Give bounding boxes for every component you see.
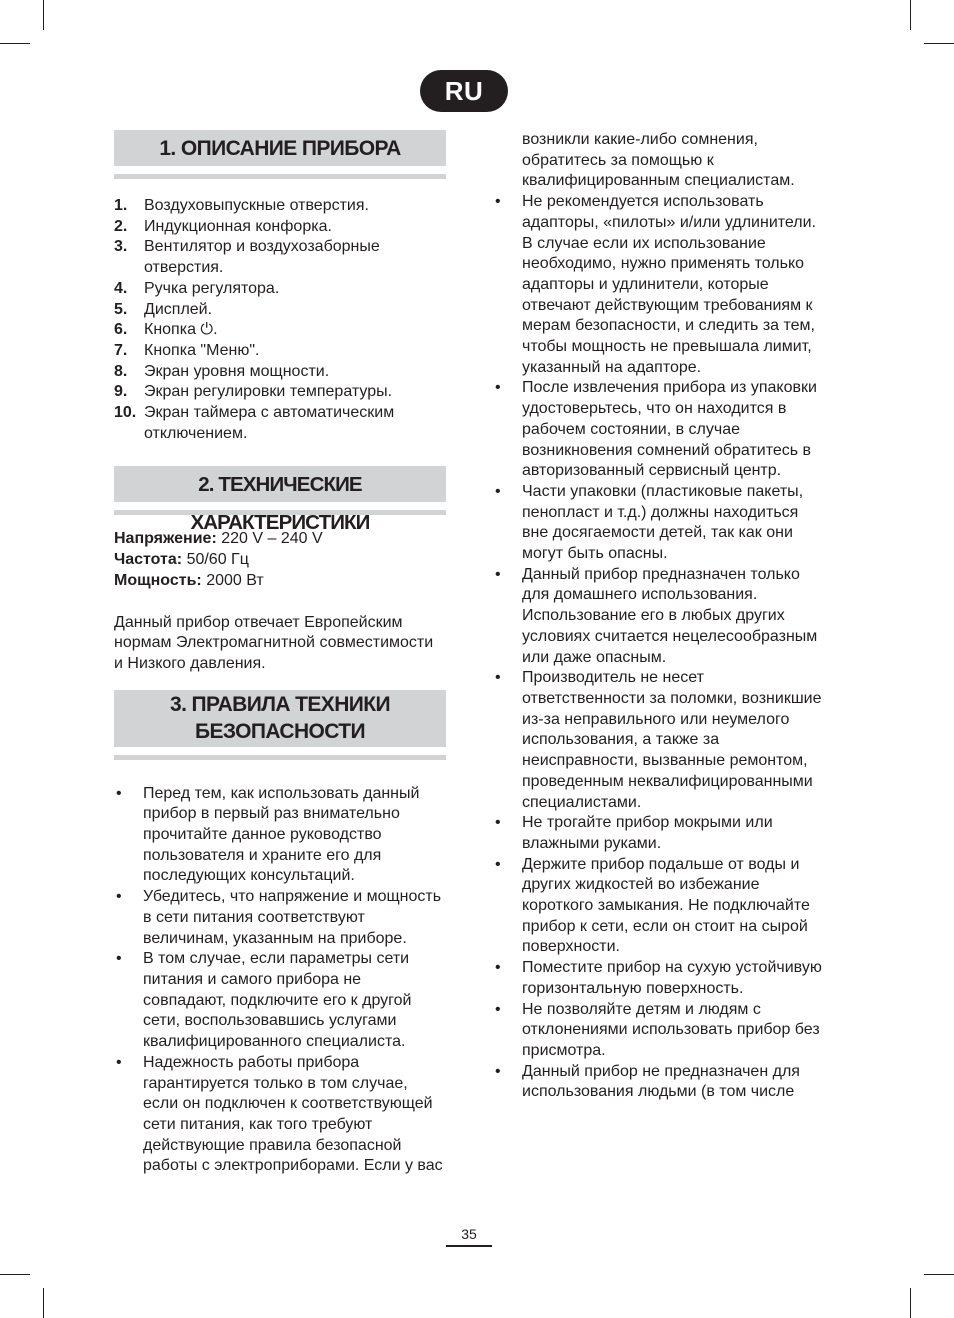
bullet-item [493,192,823,378]
spec-list [114,529,446,591]
list-item [114,341,446,362]
spec-label: Частота: [114,551,183,569]
item-text: Индукционная конфорка. [144,217,332,235]
bullet-icon: • [495,379,501,397]
heading-underline [114,755,446,760]
spec-row [114,550,446,571]
spec-value: 50/60 Гц [186,551,249,569]
crop-mark [924,1274,954,1275]
bullet-icon: • [495,669,501,687]
item-number: 9. [114,383,128,401]
bullet-icon: • [495,814,501,832]
bullet-text: Перед тем, как использовать данный прибор в первый раз внимательно прочитайте данное руководство пользователя и храните его для последующих консультаций. [143,784,420,885]
right-column [493,130,823,1103]
bullet-text: После извлечения прибора из упаковки удостоверьтесь, что он находится в рабочем состоянии, в случае возникновения сомнений обратитесь в авторизованный сервисный центр. [522,379,817,480]
bullet-item [493,958,823,999]
crop-mark [43,0,44,30]
bullet-text: Данный прибор не предназначен для использования людьми (в том числе [522,1062,800,1101]
bullet-text: Не рекомендуется использовать адапторы, «пилоты» и/или удлинители. В случае если их использование необходимо, нужно применять только адапторы и удлинители, которые отвечают действующим требованиям к мерам безопасности, и следить за тем, чтобы мощность не превышала лимит, указанный на адапторе. [522,193,816,376]
item-text: Воздуховыпускные отверстия. [144,197,369,214]
bullet-icon: • [116,888,122,906]
crop-mark [43,1288,44,1318]
spec-row [114,571,446,592]
safety-list-right [493,192,823,1103]
crop-mark [910,1288,911,1318]
bullet-icon: • [116,784,122,802]
bullet-icon: • [495,1000,501,1018]
section-heading-line: БЕЗОПАСНОСТИ [194,719,366,743]
list-item [114,403,446,444]
bullet-text: Части упаковки (пластиковые пакеты, пенопласт и т.д.) должны находиться вне досягаемости детей, так как они могут быть опасны. [522,482,804,563]
bullet-item [493,1000,823,1062]
section-heading [114,690,446,747]
bullet-text: Убедитесь, что напряжение и мощность в сети питания соответствуют величинам, указанным на приборе. [143,888,442,947]
section-safety [114,690,446,760]
left-column [114,130,446,1177]
list-item [114,362,446,383]
item-number: 7. [114,341,128,359]
list-item [114,382,446,403]
item-text: Экран таймера с автоматическим отключением. [144,404,395,442]
list-item [114,237,446,278]
spec-label: Мощность: [114,571,202,589]
bullet-text: Надежность работы прибора гарантируется только в том случае, если он подключен к соответствующей сети питания, как того требуют действующие правила безопасной работы с электроприборами. Если у вас [143,1053,443,1175]
spec-row [114,529,446,550]
continuation-text: возникли какие-либо сомнения, обратитесь за помощью к квалифицированным специалистам. [522,131,795,190]
crop-mark [0,1274,30,1275]
bullet-item [493,1062,823,1103]
bullet-item [493,565,823,669]
page-number-rule [446,1245,492,1247]
section-heading: 1. ОПИСАНИЕ ПРИБОРА [114,130,446,166]
list-item [114,217,446,238]
section-specs [114,466,446,535]
item-number: 3. [114,238,128,256]
spec-label: Напряжение: [114,530,217,548]
item-number: 10. [114,404,137,422]
page-number: 35 [461,1226,477,1242]
item-number: 6. [114,321,128,339]
item-text: Экран уровня мощности. [144,362,330,380]
bullet-text: Данный прибор предназначен только для домашнего использования. Использование его в любых других условиях считается нецелесообразным или даже опасным. [522,565,818,666]
bullet-text: Производитель не несет ответственности за поломки, возникшие из-за неправильного или неумелого использования, а также за неисправности, вызванные ремонтом, проведенным неквалифицированными специалистами. [522,669,822,811]
section-heading-line: 3. ПРАВИЛА ТЕХНИКИ [170,692,390,716]
bullet-icon: • [495,1062,501,1080]
section-description [114,130,446,179]
item-number: 4. [114,279,128,297]
bullet-item [493,668,823,813]
bullet-icon: • [495,482,501,500]
item-number: 2. [114,217,128,235]
item-number: 5. [114,300,128,318]
bullet-item [114,1053,446,1177]
crop-mark [910,0,911,30]
parts-list [114,196,446,444]
heading-underline [114,174,446,179]
bullet-item [114,949,446,1053]
bullet-icon: • [495,855,501,873]
item-number: 1. [114,197,128,214]
list-item [114,279,446,300]
bullet-item [114,887,446,949]
item-text: Экран регулировки температуры. [144,383,393,401]
bullet-text: Поместите прибор на сухую устойчивую горизонтальную поверхность. [522,959,822,997]
item-text: Вентилятор и воздухозаборные отверстия. [144,238,380,277]
bullet-icon: • [495,959,501,977]
bullet-icon: • [495,565,501,583]
bullet-item [493,482,823,565]
list-item [114,196,446,217]
item-text: Ручка регулятора. [144,279,280,297]
bullet-text: Держите прибор подальше от воды и других жидкостей во избежание короткого замыкания. Не подключайте прибор к сети, если он стоит на сырой поверхности. [522,855,810,956]
bullet-icon: • [116,1053,122,1071]
spec-value: 2000 Вт [206,571,264,589]
item-number: 8. [114,362,128,380]
bullet-item [493,855,823,959]
bullet-item [493,378,823,482]
bullet-icon: • [116,950,122,968]
bullet-text: Не трогайте прибор мокрыми или влажными руками. [522,814,773,852]
list-item [114,320,446,341]
compliance-text: Данный прибор отвечает Европейским нормам Электромагнитной совместимости и Низкого давления. [114,613,434,672]
bullet-text: Не позволяйте детям и людям с отклонениями использовать прибор без присмотра. [522,1000,820,1059]
bullet-icon: • [495,193,501,211]
list-item [114,300,446,321]
bullet-text: В том случае, если параметры сети питания и самого прибора не совпадают, подключите его к другой сети, воспользовавшись услугами квалифицированного специалиста. [143,950,412,1051]
item-text: Кнопка ⏻. [144,321,218,339]
bullet-item [493,813,823,854]
safety-list-left [114,784,446,1177]
section-heading: 2. ТЕХНИЧЕСКИЕ ХАРАКТЕРИСТИКИ [114,466,446,502]
item-text: Кнопка "Меню". [144,341,260,359]
spec-value: 220 V – 240 V [221,530,323,548]
crop-mark [924,43,954,44]
item-text: Дисплей. [144,300,213,318]
crop-mark [0,43,30,44]
language-badge: RU [420,70,508,112]
bullet-item [114,784,446,888]
